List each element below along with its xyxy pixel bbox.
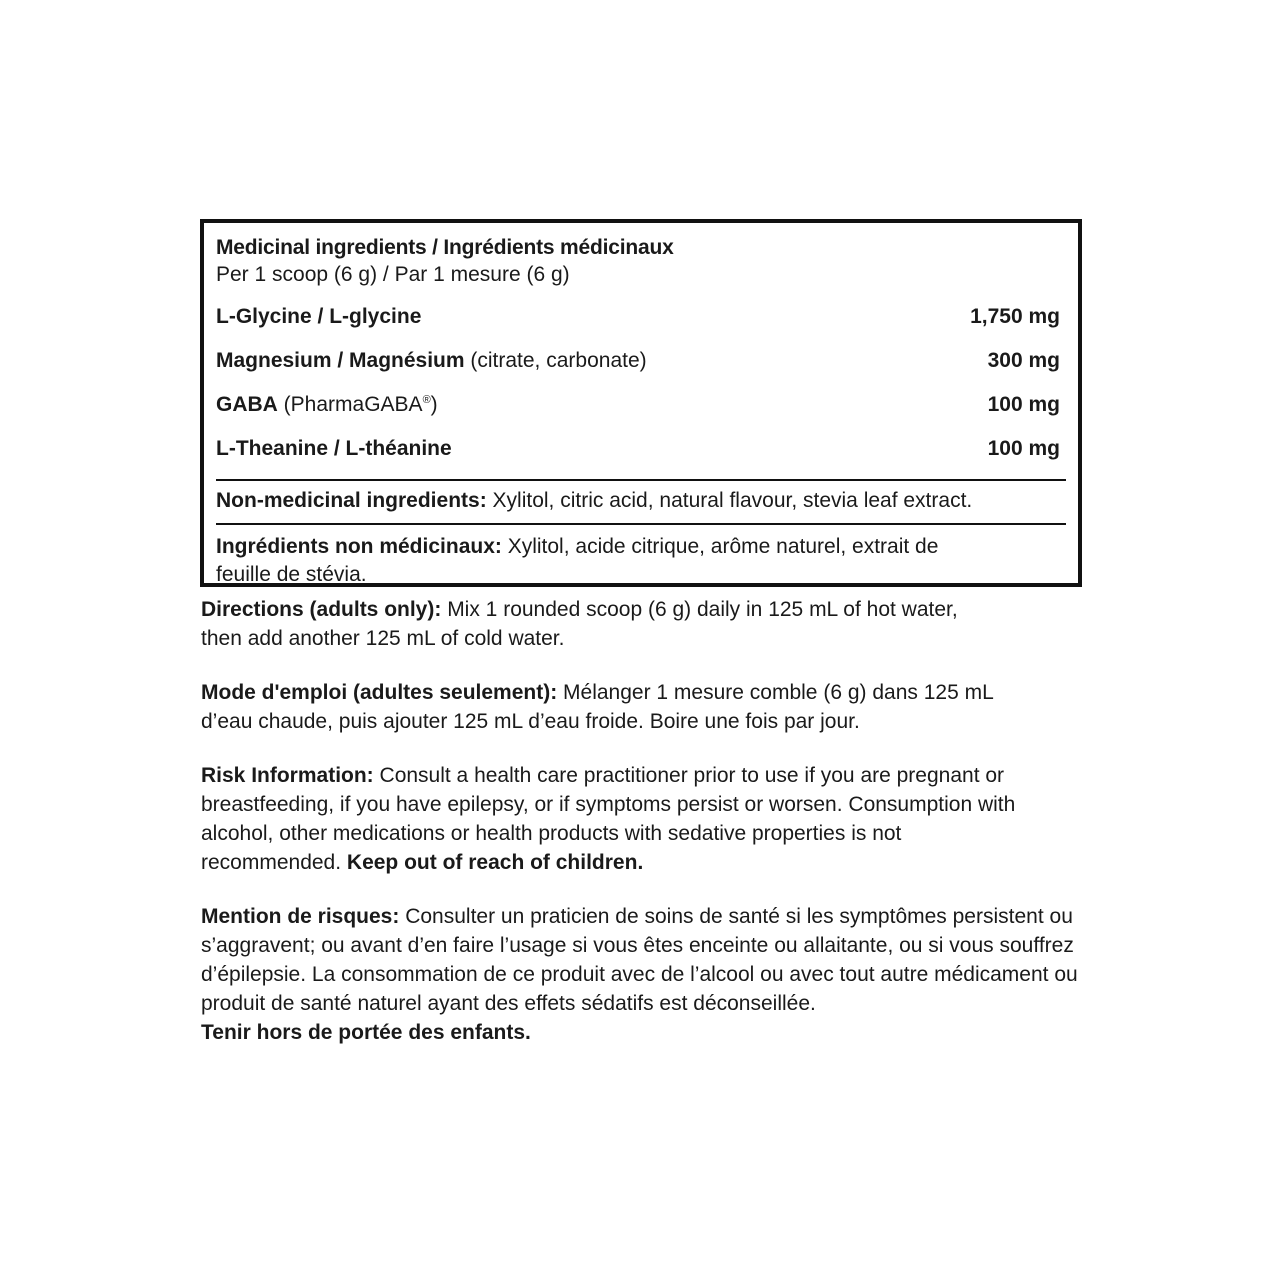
risk-label: Risk Information: — [201, 764, 374, 787]
ingredients-header-subtitle: Per 1 scoop (6 g) / Par 1 mesure (6 g) — [216, 263, 570, 286]
ingredient-name: Magnesium / Magnésium — [216, 349, 465, 372]
mention-risques-warning: Tenir hors de portée des enfants. — [201, 1021, 531, 1044]
non-medicinal-label-fr: Ingrédients non médicinaux: — [216, 535, 502, 558]
ingredients-header-title: Medicinal ingredients / Ingrédients médicinaux — [216, 236, 674, 259]
ingredient-name: GABA — [216, 393, 278, 416]
risk-information-fr — [201, 902, 1079, 1047]
ingredient-detail: (citrate, carbonate) — [464, 349, 647, 372]
ingredient-name: L-Glycine / L-glycine — [216, 305, 422, 328]
non-medicinal-text-en: Xylitol, citric acid, natural flavour, stevia leaf extract. — [486, 489, 973, 512]
directions-fr — [201, 678, 1041, 736]
ingredient-row-glycine — [216, 303, 1066, 347]
directions-label: Directions (adults only): — [201, 598, 442, 621]
ingredient-name: L-Theanine / L-théanine — [216, 437, 452, 460]
ingredient-detail: (PharmaGABA — [277, 393, 423, 416]
ingredient-amount: 1,750 mg — [970, 305, 1060, 328]
ingredient-amount: 100 mg — [987, 393, 1060, 416]
ingredient-amount: 300 mg — [987, 349, 1060, 372]
non-medicinal-label-en: Non-medicinal ingredients: — [216, 489, 487, 512]
ingredient-row-gaba — [216, 391, 1066, 435]
ingredient-detail-end: ) — [430, 393, 438, 416]
mention-risques-label: Mention de risques: — [201, 905, 400, 928]
ingredient-row-magnesium — [216, 347, 1066, 391]
registered-mark: ® — [422, 394, 431, 406]
non-medicinal-text-fr: Xylitol, acide citrique, arôme naturel, extrait de feuille de stévia. — [216, 535, 939, 586]
mode-emploi-text: Mélanger 1 mesure comble (6 g) dans 125 mL d’eau chaude, puis ajouter 125 mL d’eau froide. Boire une fois par jour. — [201, 681, 993, 733]
ingredient-amount: 100 mg — [987, 437, 1060, 460]
medicinal-ingredients-box — [200, 219, 1082, 587]
ingredient-row-theanine — [216, 435, 1066, 479]
directions-text: Mix 1 rounded scoop (6 g) daily in 125 mL of hot water, then add another 125 mL of cold water. — [201, 598, 958, 650]
risk-warning: Keep out of reach of children. — [346, 851, 644, 874]
non-medicinal-ingredients-en — [216, 481, 1066, 523]
mention-risques-text: Consulter un praticien de soins de santé si les symptômes persistent ou s’aggravent; ou avant d’en faire l’usage si vous êtes enceinte ou allaitante, ou si vous souffrez d’épilepsie. La consommation de ce produit avec de l’alcool ou avec tout autre médicament ou produit de santé naturel ayant des effets sédatifs est déconseillée. — [201, 905, 1078, 1015]
directions-en — [201, 595, 1001, 653]
risk-text: Consult a health care practitioner prior to use if you are pregnant or breastfeeding, if you have epilepsy, or if symptoms persist or worsen. Consumption with alcohol, other medications or health products with sedative properties is not recommended. — [201, 764, 1016, 874]
risk-information-en — [201, 761, 1041, 877]
non-medicinal-ingredients-fr — [216, 525, 976, 597]
mode-emploi-label: Mode d'emploi (adultes seulement): — [201, 681, 558, 704]
